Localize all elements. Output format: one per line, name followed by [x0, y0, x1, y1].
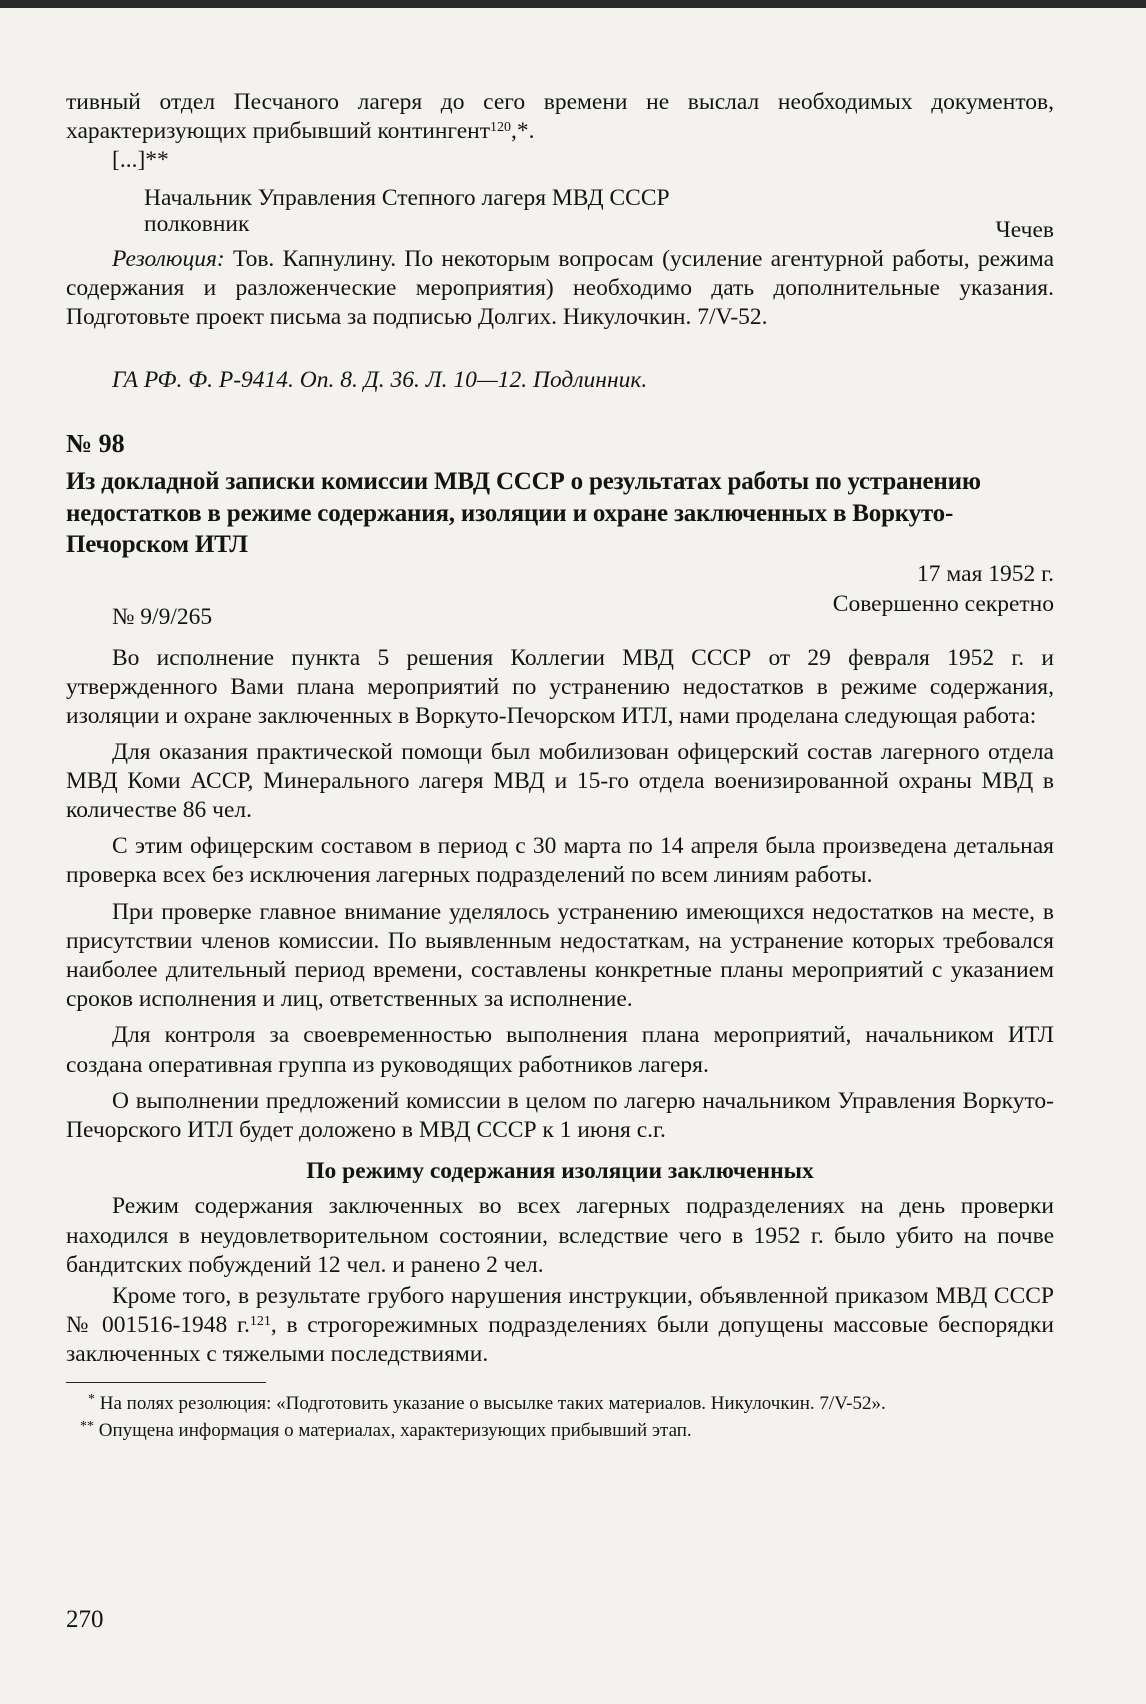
body-paragraph-2: Для оказания практической помощи был мобилизован офицерский состав лагерного отдела МВД Коми АССР, Минерального лагеря МВД и 15-го отдела военизированной охраны МВД в количестве 86 чел.: [66, 738, 1054, 824]
document-number: № 98: [66, 429, 125, 458]
document-title: Из докладной записки комиссии МВД СССР о результатах работы по устранению недостатков в режиме содержания, изоляции и охране заключенных в Воркуто-Печорском ИТЛ: [66, 468, 981, 558]
section-paragraph-2: [66, 1282, 1054, 1370]
document-body: [66, 644, 1054, 1370]
body-paragraph-1: Во исполнение пункта 5 решения Коллегии МВД СССР от 29 февраля 1952 г. и утвержденного Вами плана мероприятий по устранению недостатков в режиме содержания, изоляции и охране заключенных в Воркуто-Печорском ИТЛ, нами проделана следующая работа:: [66, 645, 1054, 730]
footnote-2-mark: **: [80, 1419, 94, 1434]
footnote-1: [66, 1392, 1054, 1415]
page-top-edge: [0, 0, 1146, 8]
footnote-1-mark: *: [88, 1392, 95, 1407]
footnote-2: [66, 1419, 1054, 1442]
omission-mark: [...]**: [112, 147, 169, 173]
section-paragraph-1: Режим содержания заключенных во всех лагерных подразделениях на день проверки находился в неудовлетворительном состоянии, вследствие чего в 1952 г. было убито на почве бандитских побуждений 12 чел. и ранено 2 чел.: [66, 1193, 1054, 1278]
footnote-ref-121: 121: [249, 1314, 271, 1330]
document-ref-number: № 9/9/265: [112, 604, 213, 630]
body-paragraph-5: Для контроля за своевременностью выполнения плана мероприятий, начальником ИТЛ создана оперативная группа из руководящих работников лагеря.: [66, 1022, 1054, 1078]
continuation-paragraph: [66, 88, 1054, 146]
section-paragraph-2-after: , в строгорежимных подразделениях были допущены массовые беспорядки заключенных с тяжелыми последствиями.: [66, 1312, 1054, 1368]
document-classification: Совершенно секретно: [832, 591, 1054, 617]
footnote-ref-120: 120: [490, 120, 512, 136]
body-paragraph-4: При проверке главное внимание уделялось устранению имеющихся недостатков на месте, в присутствии членов комиссии. По выявленным недостаткам, на устранение которых требовался наиболее длительный период времени, составлены конкретные планы мероприятий с указанием сроков исполнения и лиц, ответственных за исполнение.: [66, 898, 1054, 1013]
page-number: 270: [66, 1606, 104, 1633]
resolution-text: Тов. Капнулину. По некоторым вопросам (усиление агентурной работы, режима содержания и разложенческие мероприятия) необходимо дать дополнительные указания. Подготовьте проект письма за подписью Долгих. Никулочкин. 7/V-52.: [66, 246, 1054, 331]
signature-name: Чечев: [995, 217, 1054, 243]
footnote-1-text: На полях резолюция: «Подготовить указание о высылке таких материалов. Никулочкин. 7/V-52».: [99, 1393, 886, 1414]
resolution-label: Резолюция:: [112, 246, 225, 272]
document-date: 17 мая 1952 г.: [917, 561, 1054, 587]
footnote-marker: ,*.: [511, 118, 535, 145]
footnote-rule: [66, 1382, 266, 1383]
section-heading: По режиму содержания изоляции заключенных: [306, 1158, 814, 1185]
footnote-2-text: Опущена информация о материалах, характеризующих прибывший этап.: [98, 1420, 692, 1441]
body-paragraph-3: С этим офицерским составом в период с 30 марта по 14 апреля была произведена детальная проверка всех без исключения лагерных подразделений по всем линиям работы.: [66, 833, 1054, 889]
footnotes: [66, 1392, 1054, 1442]
body-paragraph-6: О выполнении предложений комиссии в целом по лагерю начальником Управления Воркуто-Печорского ИТЛ будет доложено в МВД СССР к 1 июня с.г.: [66, 1087, 1054, 1144]
archive-reference: ГА РФ. Ф. Р-9414. Оп. 8. Д. 36. Л. 10—12. Подлинник.: [112, 367, 648, 393]
section-paragraph-2-before: Кроме того, в результате грубого нарушения инструкции, объявленной приказом МВД СССР № 001516-1948 г.: [66, 1283, 1054, 1339]
signature-title-line2: полковник: [144, 211, 250, 237]
signature-title-line1: Начальник Управления Степного лагеря МВД СССР: [144, 185, 670, 211]
continuation-text: тивный отдел Песчаного лагеря до сего времени не выслал необходимых документов, характеризующих прибывший контингент: [66, 89, 1054, 145]
resolution-paragraph: [66, 245, 1054, 333]
